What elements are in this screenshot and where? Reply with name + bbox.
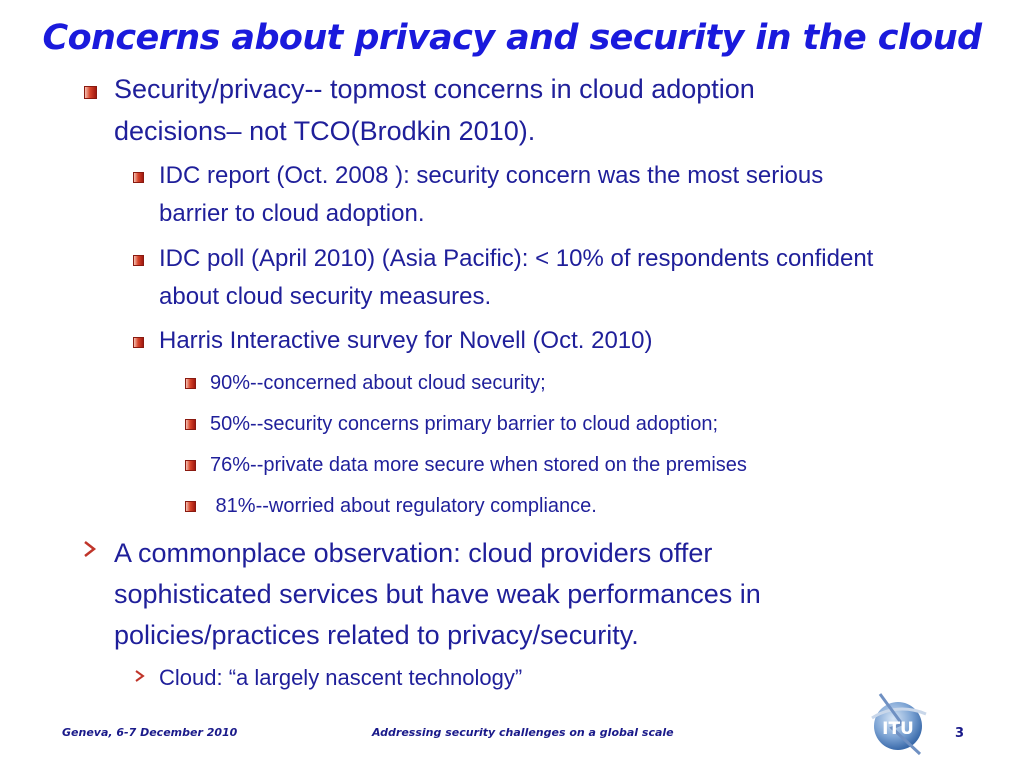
square-bullet-icon (133, 255, 144, 266)
square-bullet-icon (185, 419, 196, 430)
square-bullet-icon (185, 378, 196, 389)
bullet-text: sophisticated services but have weak performances in (114, 579, 761, 609)
bullet-text: 50%--security concerns primary barrier to cloud adoption; (210, 413, 718, 435)
square-bullet-icon (133, 337, 144, 348)
square-bullet-icon (185, 460, 196, 471)
square-bullet-icon (84, 86, 97, 99)
bullet-text: Harris Interactive survey for Novell (Oct. 2010) (159, 327, 653, 354)
bullet-text: 81%--worried about regulatory compliance. (210, 495, 597, 517)
bullet-text: IDC report (Oct. 2008 ): security concern was the most serious (159, 162, 824, 189)
bullet-text: A commonplace observation: cloud providers offer (114, 538, 713, 568)
bullet-text: Cloud: “a largely nascent technology” (159, 665, 523, 690)
bullet-text: Security/privacy-- topmost concerns in cloud adoption (114, 74, 755, 104)
svg-text:ITU: ITU (882, 719, 914, 739)
bullet-text: policies/practices related to privacy/security. (114, 620, 639, 650)
footer-subtitle: Addressing security challenges on a global scale (372, 726, 674, 739)
arrow-bullet-icon (82, 540, 98, 563)
square-bullet-icon (133, 172, 144, 183)
arrow-bullet-icon (134, 669, 146, 688)
bullet-text: 90%--concerned about cloud security; (210, 372, 546, 394)
bullet-text: IDC poll (April 2010) (Asia Pacific): < 10% of respondents confident (159, 245, 874, 272)
bullet-text: decisions– not TCO(Brodkin 2010). (114, 116, 536, 146)
slide-title: Concerns about privacy and security in the cloud (42, 18, 982, 58)
bullet-text: barrier to cloud adoption. (159, 200, 425, 227)
square-bullet-icon (185, 501, 196, 512)
itu-logo (862, 688, 934, 760)
bullet-text: 76%--private data more secure when stored on the premises (210, 454, 747, 476)
footer-location-date: Geneva, 6-7 December 2010 (62, 726, 238, 739)
page-number: 3 (955, 726, 965, 741)
bullet-text: about cloud security measures. (159, 283, 492, 310)
